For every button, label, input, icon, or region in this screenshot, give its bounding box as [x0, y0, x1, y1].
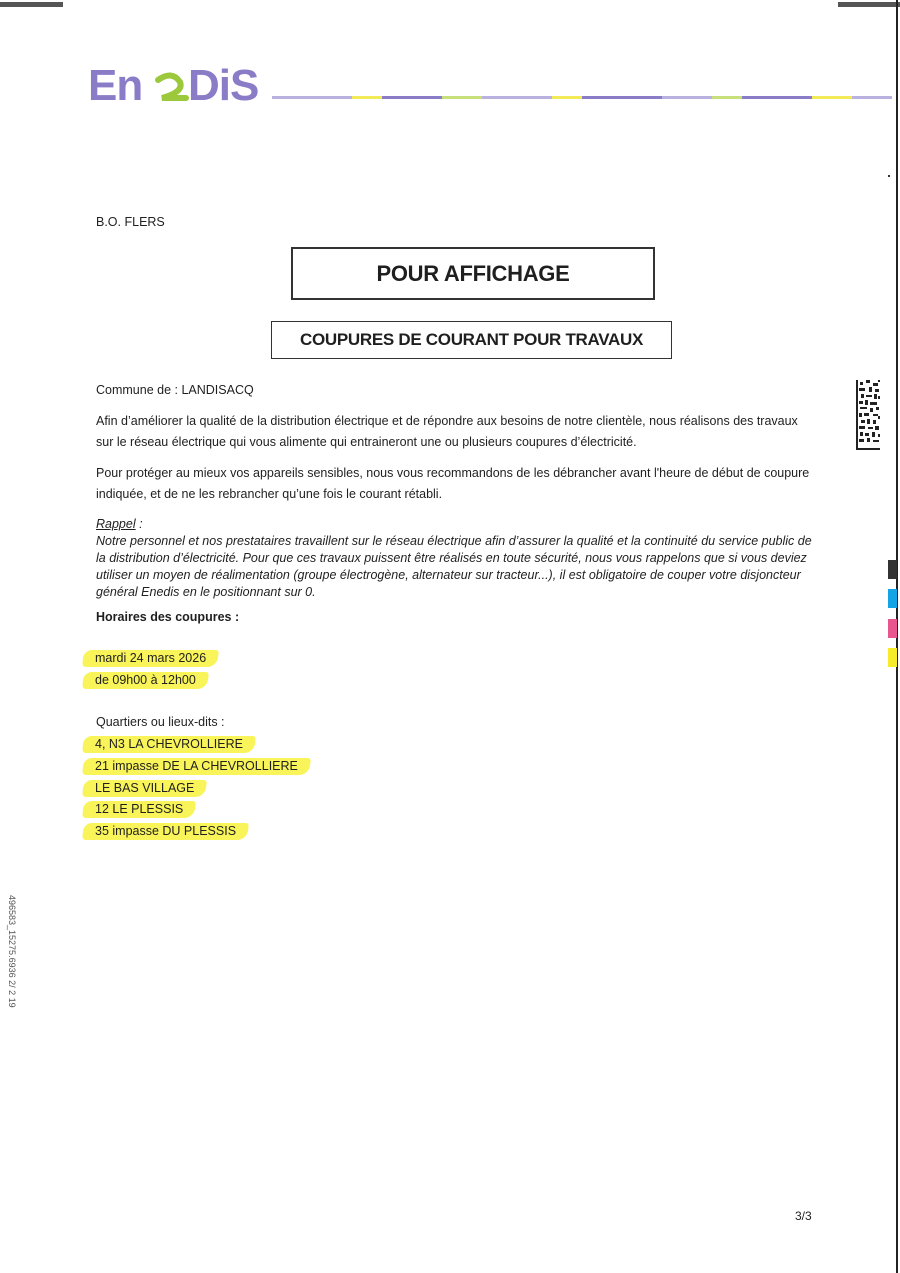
office-label: B.O. FLERS — [96, 215, 165, 229]
schedule-time — [88, 672, 203, 689]
reminder-block — [96, 516, 818, 601]
schedule-date — [88, 650, 213, 667]
location-text: 4, N3 LA CHEVROLLIERE — [95, 737, 243, 751]
title-box — [291, 247, 655, 300]
color-swatch-yellow — [888, 648, 897, 667]
page-subtitle: COUPURES DE COURANT POUR TRAVAUX — [299, 330, 643, 349]
reminder-text: Notre personnel et nos prestataires travaillent sur le réseau électrique afin d’assurer la qualité et la continuité du service public de la distribution d’électricité. Pour que ces travaux puissent être réalisés en toute sécurité, nous vous rappelons que si vous deviez utiliser un moyen de réalimentation (groupe électrogène, alternateur sur tracteur...), il est obligatoire de couper votre disjoncteur général Enedis en le positionnant sur 0. — [96, 534, 812, 599]
page-title: POUR AFFICHAGE — [376, 260, 570, 286]
location-item — [88, 780, 201, 797]
location-text: 12 LE PLESSIS — [95, 802, 184, 816]
location-text: 21 impasse DE LA CHEVROLLIERE — [95, 759, 298, 773]
locations-heading: Quartiers ou lieux-dits : — [96, 715, 225, 729]
enedis-logo — [88, 62, 263, 106]
svg-text:En: En — [88, 62, 143, 106]
location-item — [88, 736, 250, 753]
intro-paragraph: Afin d’améliorer la qualité de la distribution électrique et de répondre aux besoins de notre clientèle, nous réalisons des travaux sur le réseau électrique qui vous alimente qui entraineront une ou plusieurs coupures d’électricité. — [96, 414, 798, 449]
side-reference-code: 496583_15275.6936 2/ 2 19 — [7, 895, 17, 1008]
color-swatch-black — [888, 560, 897, 579]
scan-speck — [888, 175, 890, 177]
color-swatch-cyan — [888, 589, 897, 608]
scan-mark-top-right — [838, 2, 900, 7]
location-item — [88, 823, 243, 840]
location-item — [88, 801, 190, 818]
color-swatch-magenta — [888, 619, 897, 638]
page-number: 3/3 — [795, 1209, 812, 1223]
svg-text:DiS: DiS — [188, 62, 259, 106]
scan-mark-top-left — [0, 2, 63, 7]
schedule-date-text: mardi 24 mars 2026 — [95, 651, 207, 665]
subtitle-box — [271, 321, 672, 359]
logo-decorative-line — [272, 96, 892, 99]
commune-line: Commune de : LANDISACQ — [96, 383, 254, 397]
schedule-heading: Horaires des coupures : — [96, 610, 240, 624]
reminder-label-suffix: : — [135, 517, 143, 531]
reminder-label: Rappel — [96, 517, 136, 531]
location-text: LE BAS VILLAGE — [95, 781, 195, 795]
location-text: 35 impasse DU PLESSIS — [95, 824, 237, 838]
location-item — [88, 758, 305, 775]
datamatrix-barcode — [856, 380, 880, 450]
schedule-time-text: de 09h00 à 12h00 — [95, 673, 196, 687]
protection-paragraph: Pour protéger au mieux vos appareils sensibles, nous vous recommandons de les débrancher avant l'heure de début de coupure indiquée, et de ne les rebrancher qu’une fois le courant rétabli. — [96, 466, 810, 501]
